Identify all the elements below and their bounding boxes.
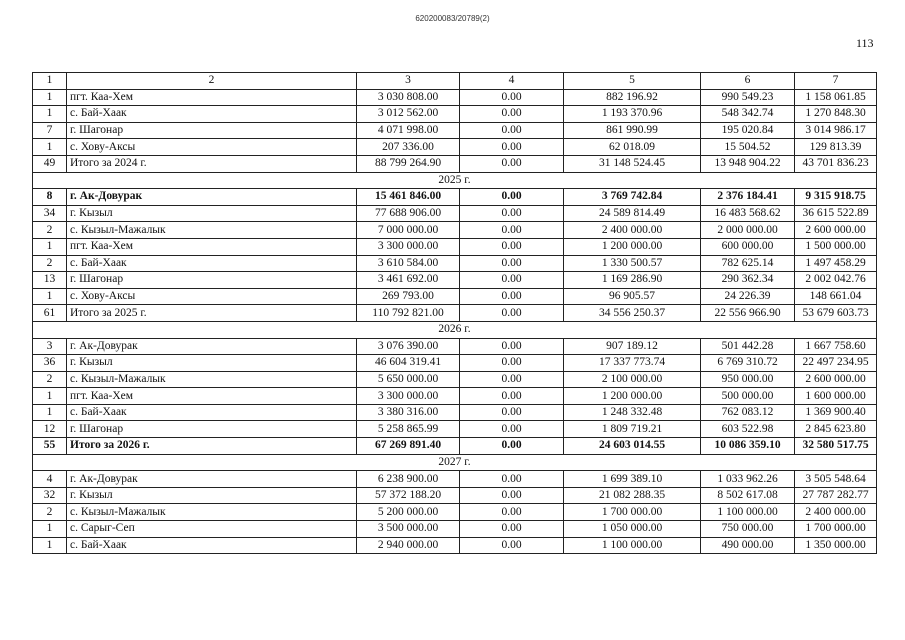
col5-cell: 907 189.12	[564, 338, 701, 355]
year-header-row	[33, 454, 877, 471]
col6-cell: 10 086 359.10	[701, 438, 795, 455]
locality-cell: г. Ак-Довурак	[67, 338, 357, 355]
count-cell: 34	[33, 205, 67, 222]
col4-cell: 0.00	[460, 255, 564, 272]
col7-cell: 53 679 603.73	[795, 305, 877, 322]
col4-cell: 0.00	[460, 371, 564, 388]
col5-cell: 24 589 814.49	[564, 205, 701, 222]
col7-cell: 1 158 061.85	[795, 89, 877, 106]
col7-cell: 1 500 000.00	[795, 238, 877, 255]
locality-cell: с. Кызыл-Мажалык	[67, 371, 357, 388]
col4-cell: 0.00	[460, 404, 564, 421]
col4-cell: 0.00	[460, 189, 564, 206]
table-row	[33, 305, 877, 322]
count-cell: 2	[33, 371, 67, 388]
col5-cell: 1 050 000.00	[564, 521, 701, 538]
col6-cell: 24 226.39	[701, 288, 795, 305]
count-cell: 32	[33, 487, 67, 504]
total-cost-cell: 77 688 906.00	[357, 205, 460, 222]
table-row	[33, 487, 877, 504]
locality-cell: пгт. Каа-Хем	[67, 388, 357, 405]
col7-cell: 36 615 522.89	[795, 205, 877, 222]
count-cell: 4	[33, 471, 67, 488]
col6-cell: 195 020.84	[701, 122, 795, 139]
col7-cell: 2 600 000.00	[795, 371, 877, 388]
col7-cell: 2 600 000.00	[795, 222, 877, 239]
col6-cell: 548 342.74	[701, 106, 795, 123]
total-cost-cell: 4 071 998.00	[357, 122, 460, 139]
col5-cell: 21 082 288.35	[564, 487, 701, 504]
col4-cell: 0.00	[460, 355, 564, 372]
table-row	[33, 272, 877, 289]
col5-cell: 1 248 332.48	[564, 404, 701, 421]
col5-cell: 2 100 000.00	[564, 371, 701, 388]
locality-cell: пгт. Каа-Хем	[67, 89, 357, 106]
total-cost-cell: 7 000 000.00	[357, 222, 460, 239]
total-cost-cell: 207 336.00	[357, 139, 460, 156]
col6-cell: 950 000.00	[701, 371, 795, 388]
locality-cell: Итого за 2025 г.	[67, 305, 357, 322]
total-cost-cell: 6 238 900.00	[357, 471, 460, 488]
locality-cell: с. Кызыл-Мажалык	[67, 504, 357, 521]
table-row	[33, 504, 877, 521]
locality-cell: с. Бай-Хаак	[67, 537, 357, 554]
col7-cell: 129 813.39	[795, 139, 877, 156]
col6-cell: 750 000.00	[701, 521, 795, 538]
table-row	[33, 338, 877, 355]
col4-cell: 0.00	[460, 338, 564, 355]
col5-cell: 1 330 500.57	[564, 255, 701, 272]
table-row	[33, 155, 877, 172]
column-header: 5	[564, 73, 701, 90]
col6-cell: 15 504.52	[701, 139, 795, 156]
table-row	[33, 255, 877, 272]
col7-cell: 9 315 918.75	[795, 189, 877, 206]
count-cell: 12	[33, 421, 67, 438]
col7-cell: 148 661.04	[795, 288, 877, 305]
col4-cell: 0.00	[460, 122, 564, 139]
year-header: 2025 г.	[33, 172, 877, 189]
locality-cell: пгт. Каа-Хем	[67, 238, 357, 255]
col4-cell: 0.00	[460, 521, 564, 538]
table-row	[33, 355, 877, 372]
total-cost-cell: 57 372 188.20	[357, 487, 460, 504]
col6-cell: 22 556 966.90	[701, 305, 795, 322]
col6-cell: 16 483 568.62	[701, 205, 795, 222]
total-cost-cell: 3 500 000.00	[357, 521, 460, 538]
count-cell: 61	[33, 305, 67, 322]
locality-cell: г. Шагонар	[67, 122, 357, 139]
col4-cell: 0.00	[460, 537, 564, 554]
col7-cell: 1 667 758.60	[795, 338, 877, 355]
locality-cell: с. Сарыг-Сеп	[67, 521, 357, 538]
col5-cell: 1 200 000.00	[564, 388, 701, 405]
table-row	[33, 189, 877, 206]
col5-cell: 3 769 742.84	[564, 189, 701, 206]
col7-cell: 1 350 000.00	[795, 537, 877, 554]
table-row	[33, 89, 877, 106]
total-cost-cell: 5 200 000.00	[357, 504, 460, 521]
table-row	[33, 238, 877, 255]
total-cost-cell: 88 799 264.90	[357, 155, 460, 172]
col5-cell: 2 400 000.00	[564, 222, 701, 239]
col6-cell: 1 100 000.00	[701, 504, 795, 521]
count-cell: 3	[33, 338, 67, 355]
col7-cell: 1 369 900.40	[795, 404, 877, 421]
col4-cell: 0.00	[460, 421, 564, 438]
total-cost-cell: 110 792 821.00	[357, 305, 460, 322]
col4-cell: 0.00	[460, 438, 564, 455]
col5-cell: 17 337 773.74	[564, 355, 701, 372]
col7-cell: 2 002 042.76	[795, 272, 877, 289]
total-cost-cell: 3 300 000.00	[357, 238, 460, 255]
total-cost-cell: 3 076 390.00	[357, 338, 460, 355]
table-row	[33, 222, 877, 239]
col4-cell: 0.00	[460, 89, 564, 106]
table-row	[33, 388, 877, 405]
col5-cell: 1 100 000.00	[564, 537, 701, 554]
col6-cell: 501 442.28	[701, 338, 795, 355]
total-cost-cell: 3 461 692.00	[357, 272, 460, 289]
locality-cell: г. Ак-Довурак	[67, 189, 357, 206]
total-cost-cell: 3 300 000.00	[357, 388, 460, 405]
total-cost-cell: 5 258 865.99	[357, 421, 460, 438]
col6-cell: 1 033 962.26	[701, 471, 795, 488]
locality-cell: г. Шагонар	[67, 421, 357, 438]
col6-cell: 782 625.14	[701, 255, 795, 272]
count-cell: 1	[33, 521, 67, 538]
col5-cell: 882 196.92	[564, 89, 701, 106]
col7-cell: 2 400 000.00	[795, 504, 877, 521]
column-header: 3	[357, 73, 460, 90]
col7-cell: 32 580 517.75	[795, 438, 877, 455]
col5-cell: 62 018.09	[564, 139, 701, 156]
col4-cell: 0.00	[460, 305, 564, 322]
total-cost-cell: 3 610 584.00	[357, 255, 460, 272]
count-cell: 1	[33, 388, 67, 405]
column-header-row	[33, 73, 877, 90]
col6-cell: 290 362.34	[701, 272, 795, 289]
col6-cell: 500 000.00	[701, 388, 795, 405]
col4-cell: 0.00	[460, 504, 564, 521]
col4-cell: 0.00	[460, 288, 564, 305]
column-header: 4	[460, 73, 564, 90]
locality-cell: с. Бай-Хаак	[67, 404, 357, 421]
col6-cell: 13 948 904.22	[701, 155, 795, 172]
table-row	[33, 371, 877, 388]
count-cell: 1	[33, 288, 67, 305]
col5-cell: 861 990.99	[564, 122, 701, 139]
locality-cell: Итого за 2024 г.	[67, 155, 357, 172]
year-header: 2026 г.	[33, 321, 877, 338]
column-header: 6	[701, 73, 795, 90]
locality-cell: г. Ак-Довурак	[67, 471, 357, 488]
col4-cell: 0.00	[460, 487, 564, 504]
locality-cell: с. Кызыл-Мажалык	[67, 222, 357, 239]
col7-cell: 1 700 000.00	[795, 521, 877, 538]
table-row	[33, 521, 877, 538]
locality-cell: с. Бай-Хаак	[67, 255, 357, 272]
table-row	[33, 139, 877, 156]
col6-cell: 2 000 000.00	[701, 222, 795, 239]
col5-cell: 1 809 719.21	[564, 421, 701, 438]
table-row	[33, 106, 877, 123]
count-cell: 1	[33, 106, 67, 123]
column-header: 2	[67, 73, 357, 90]
table-row	[33, 537, 877, 554]
locality-cell: с. Бай-Хаак	[67, 106, 357, 123]
count-cell: 1	[33, 139, 67, 156]
count-cell: 1	[33, 404, 67, 421]
locality-cell: г. Кызыл	[67, 205, 357, 222]
year-header-row	[33, 172, 877, 189]
total-cost-cell: 2 940 000.00	[357, 537, 460, 554]
total-cost-cell: 46 604 319.41	[357, 355, 460, 372]
page-number: 113	[856, 36, 874, 50]
count-cell: 1	[33, 537, 67, 554]
col5-cell: 34 556 250.37	[564, 305, 701, 322]
total-cost-cell: 15 461 846.00	[357, 189, 460, 206]
col4-cell: 0.00	[460, 139, 564, 156]
col4-cell: 0.00	[460, 205, 564, 222]
count-cell: 8	[33, 189, 67, 206]
col7-cell: 3 505 548.64	[795, 471, 877, 488]
locality-cell: г. Кызыл	[67, 355, 357, 372]
col5-cell: 96 905.57	[564, 288, 701, 305]
locality-cell: г. Шагонар	[67, 272, 357, 289]
col7-cell: 3 014 986.17	[795, 122, 877, 139]
total-cost-cell: 67 269 891.40	[357, 438, 460, 455]
total-cost-cell: 3 030 808.00	[357, 89, 460, 106]
col7-cell: 2 845 623.80	[795, 421, 877, 438]
count-cell: 36	[33, 355, 67, 372]
count-cell: 2	[33, 255, 67, 272]
col7-cell: 1 497 458.29	[795, 255, 877, 272]
count-cell: 2	[33, 504, 67, 521]
col7-cell: 1 270 848.30	[795, 106, 877, 123]
col5-cell: 31 148 524.45	[564, 155, 701, 172]
table-row	[33, 421, 877, 438]
total-cost-cell: 3 012 562.00	[357, 106, 460, 123]
col7-cell: 1 600 000.00	[795, 388, 877, 405]
locality-cell: Итого за 2026 г.	[67, 438, 357, 455]
count-cell: 1	[33, 238, 67, 255]
column-header: 7	[795, 73, 877, 90]
col5-cell: 1 169 286.90	[564, 272, 701, 289]
table-row	[33, 404, 877, 421]
col4-cell: 0.00	[460, 238, 564, 255]
year-header-row	[33, 321, 877, 338]
col4-cell: 0.00	[460, 222, 564, 239]
budget-table	[32, 72, 877, 554]
count-cell: 55	[33, 438, 67, 455]
col5-cell: 1 700 000.00	[564, 504, 701, 521]
table-row	[33, 471, 877, 488]
col4-cell: 0.00	[460, 471, 564, 488]
column-header: 1	[33, 73, 67, 90]
col6-cell: 600 000.00	[701, 238, 795, 255]
col5-cell: 24 603 014.55	[564, 438, 701, 455]
col6-cell: 2 376 184.41	[701, 189, 795, 206]
total-cost-cell: 3 380 316.00	[357, 404, 460, 421]
col6-cell: 6 769 310.72	[701, 355, 795, 372]
table-row	[33, 205, 877, 222]
col5-cell: 1 200 000.00	[564, 238, 701, 255]
col5-cell: 1 193 370.96	[564, 106, 701, 123]
col5-cell: 1 699 389.10	[564, 471, 701, 488]
locality-cell: с. Хову-Аксы	[67, 139, 357, 156]
col6-cell: 990 549.23	[701, 89, 795, 106]
col6-cell: 8 502 617.08	[701, 487, 795, 504]
total-cost-cell: 5 650 000.00	[357, 371, 460, 388]
table-row	[33, 122, 877, 139]
col4-cell: 0.00	[460, 388, 564, 405]
locality-cell: г. Кызыл	[67, 487, 357, 504]
col7-cell: 22 497 234.95	[795, 355, 877, 372]
year-header: 2027 г.	[33, 454, 877, 471]
table-row	[33, 438, 877, 455]
table-row	[33, 288, 877, 305]
col6-cell: 762 083.12	[701, 404, 795, 421]
count-cell: 1	[33, 89, 67, 106]
col7-cell: 43 701 836.23	[795, 155, 877, 172]
total-cost-cell: 269 793.00	[357, 288, 460, 305]
document-id: 620200083/20789(2)	[415, 14, 490, 23]
col4-cell: 0.00	[460, 155, 564, 172]
col6-cell: 603 522.98	[701, 421, 795, 438]
col4-cell: 0.00	[460, 106, 564, 123]
col7-cell: 27 787 282.77	[795, 487, 877, 504]
count-cell: 7	[33, 122, 67, 139]
count-cell: 2	[33, 222, 67, 239]
count-cell: 49	[33, 155, 67, 172]
count-cell: 13	[33, 272, 67, 289]
col4-cell: 0.00	[460, 272, 564, 289]
locality-cell: с. Хову-Аксы	[67, 288, 357, 305]
col6-cell: 490 000.00	[701, 537, 795, 554]
